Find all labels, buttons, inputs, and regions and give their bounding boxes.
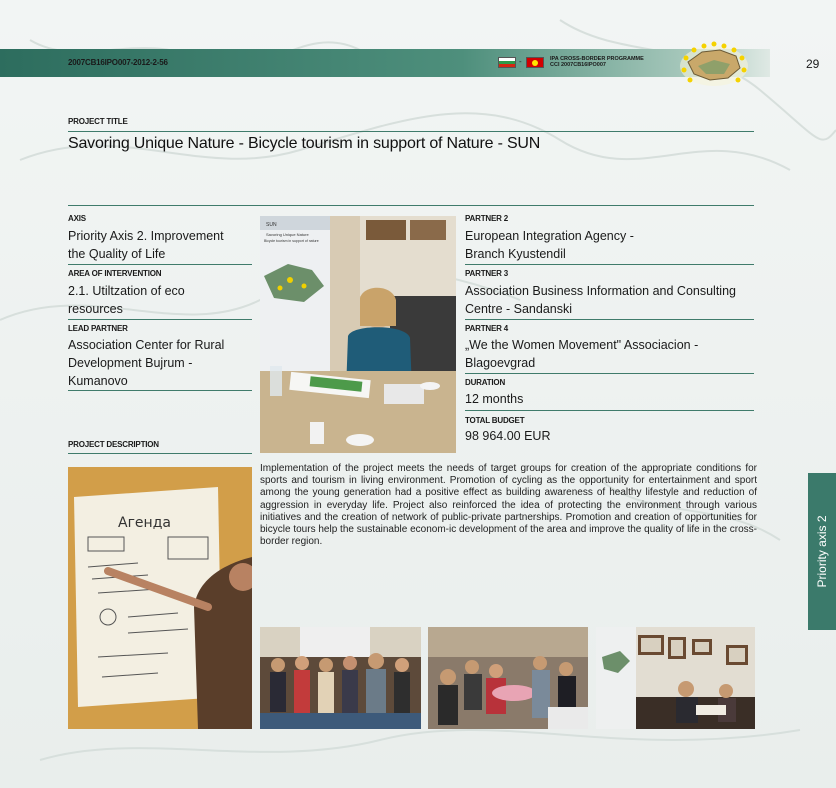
lead-partner-line-1: Association Center for Rural <box>68 338 225 352</box>
budget-label: TOTAL BUDGET <box>465 416 525 425</box>
project-code: 2007CB16IPO007-2012-2-56 <box>68 58 168 67</box>
description-rule <box>68 453 252 454</box>
partner4-value <box>465 336 698 372</box>
project-title-label: PROJECT TITLE <box>68 117 128 126</box>
budget-value: 98 964.00 EUR <box>465 429 551 443</box>
banner-text-2: Savoring Unique Nature <box>266 232 309 237</box>
partner3-rule <box>465 319 754 320</box>
duration-value: 12 months <box>465 392 524 406</box>
banner-text-3: Bicycle tourism in support of nature <box>264 239 319 243</box>
partner2-value <box>465 227 634 263</box>
lead-partner-rule <box>68 390 252 391</box>
partner4-rule <box>465 373 754 374</box>
photo-group-gathering <box>260 627 421 729</box>
partner3-value <box>465 282 736 318</box>
photo-meeting-desk <box>260 216 456 453</box>
bulgaria-flag-icon <box>498 57 516 68</box>
area-value-line-2: resources <box>68 302 123 316</box>
partner2-line-2: Branch Kyustendil <box>465 247 566 261</box>
area-rule <box>68 319 252 320</box>
duration-label: DURATION <box>465 378 506 387</box>
axis-value <box>68 227 224 263</box>
partner4-line-2: Blagoevgrad <box>465 356 536 370</box>
flipchart-title: Агенда <box>118 515 171 531</box>
lead-partner-line-3: Kumanovo <box>68 374 128 388</box>
section-rule <box>68 205 754 206</box>
flag-separator: - <box>519 57 522 66</box>
banner-text-1: SUN <box>266 222 277 228</box>
lead-partner-line-2: Development Bujrum - <box>68 356 193 370</box>
partner3-line-1: Association Business Information and Consulting <box>465 284 736 298</box>
programme-label <box>550 56 644 68</box>
partner3-line-2: Centre - Sandanski <box>465 302 573 316</box>
side-tab-label: Priority axis 2 <box>815 515 829 588</box>
lead-partner-label: LEAD PARTNER <box>68 324 128 333</box>
programme-line-2: CCI 2007CB16IPO007 <box>550 62 606 68</box>
area-value-line-1: 2.1. Utiltzation of eco <box>68 284 185 298</box>
lead-partner-value <box>68 336 224 390</box>
partner2-rule <box>465 264 754 265</box>
area-label: AREA OF INTERVENTION <box>68 269 162 278</box>
partner4-line-1: „We the Women Movement" Associacion - <box>465 338 699 352</box>
title-rule <box>68 131 754 132</box>
area-value <box>68 282 185 318</box>
partner2-line-1: European Integration Agency - <box>465 229 634 243</box>
page-number: 29 <box>806 57 820 71</box>
photo-flipchart-presentation <box>68 467 252 729</box>
axis-label: AXIS <box>68 214 86 223</box>
photo-workshop-group <box>428 627 588 729</box>
macedonia-flag-icon <box>526 57 544 68</box>
partner4-label: PARTNER 4 <box>465 324 508 333</box>
project-description-text: Implementation of the project meets the needs of target groups for creation of the appropriate conditions for sports and tourism in living environment. Promotion of cycling as the opportunity for entertainment and sport among the young generation had a positive effect as building awareness of healthy lifestyle and reduction of aggression in everyday life. Project also reinforced the idea of protecting the environment through various initiatives and the creation of network of public-private partnerships. Promotion and creation of opportunities for bicycle tours help the sustainable econom-ic development of the area and improve the quality of life in the cross-border region. <box>260 463 757 548</box>
photo-exhibition-room <box>596 627 755 729</box>
priority-axis-side-tab <box>808 473 836 630</box>
programme-line-1: IPA CROSS-BORDER PROGRAMME <box>550 56 644 62</box>
axis-value-line-1: Priority Axis 2. Improvement <box>68 229 224 243</box>
axis-rule <box>68 264 252 265</box>
partner3-label: PARTNER 3 <box>465 269 508 278</box>
partner2-label: PARTNER 2 <box>465 214 508 223</box>
axis-value-line-2: the Quality of Life <box>68 247 166 261</box>
programme-logo-icon <box>674 40 752 90</box>
project-title: Savoring Unique Nature - Bicycle tourism in support of Nature - SUN <box>68 135 541 152</box>
duration-rule <box>465 410 754 411</box>
project-description-label: PROJECT DESCRIPTION <box>68 440 159 449</box>
